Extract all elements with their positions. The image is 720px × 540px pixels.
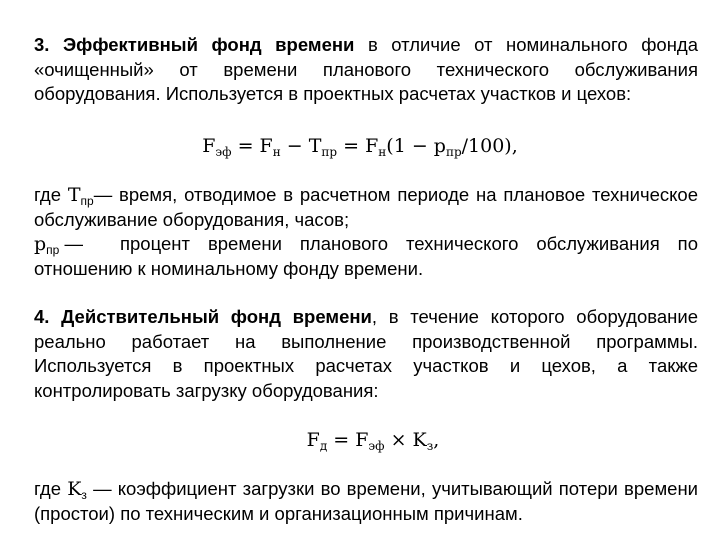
formula1-term3: F [365,135,379,157]
formula1-lhs: F [202,135,216,157]
where2-dash: — [59,233,83,254]
where2-text-line2: отношению к номинальному фонду времени. [34,257,424,279]
formula2-term1: F [355,429,369,451]
formula1-lhs-sub: эф [215,145,232,159]
where3-text: — коэффициент загрузки во времени, учитывающий потери времени (простои) по техническим и организационным причинам. [34,478,698,524]
where2-symbol-sub: пр [46,243,60,257]
definition-p-pr [34,232,698,281]
section-4-number: 4. [34,306,50,327]
formula2-times: × [384,429,413,451]
formula1-eq1: = [231,135,260,157]
definition-p-pr-term [34,232,120,257]
section-4-paragraph [34,305,698,403]
section-3-number: 3. [34,34,50,55]
where2-text-line1: процент времени планового технического обслуживания по [120,233,698,254]
where3-symbol-sub: з [81,488,87,502]
where3-symbol: K [67,478,82,500]
formula1-term2-sub: пр [321,145,338,159]
definition-t-pr [34,183,698,232]
definition-k-z [34,477,698,526]
formula2-term2-sub: з [426,439,434,453]
section-3-title: Эффективный фонд времени [62,34,355,55]
formula1-term1-sub: н [272,145,281,159]
formula1-term3-sub: н [378,145,387,159]
where3-prefix: где [34,478,68,499]
formula2-term1-sub: эф [368,439,385,453]
where1-text: — время, отводимое в расчетном периоде на плановое техническое обслуживание оборудования, часов; [34,184,698,230]
formula1-term2: T [308,135,322,157]
formula2-tail: , [433,429,440,451]
section-3-text: в отличие от номинального фонда «очищенный» от времени планового технического обслуживания оборудования. Используется в проектных расчетах участков и цехов: [34,34,698,104]
section-3-paragraph [34,33,698,107]
definition-p-pr-row [34,232,698,257]
formula-actual-fund [0,428,720,452]
formula1-paren-open: (1 − p [386,135,446,157]
formula1-minus: − [280,135,309,157]
formula2-eq: = [327,429,356,451]
section-4-title: Действительный фонд времени [61,306,372,327]
where2-symbol: p [34,233,47,255]
formula2-term2: K [412,429,427,451]
where1-symbol-sub: пр [80,194,94,208]
formula1-term1: F [259,135,273,157]
formula1-paren-close: /100), [461,135,518,157]
formula2-lhs-sub: д [319,439,328,453]
formula1-p-sub: пр [445,145,462,159]
section-4-text: , в течение которого оборудование реально работает на выполнение производственной программы. Используется в проектных расчетах участков и цехов, а также контролировать загрузку оборудования: [34,306,699,401]
formula1-eq2: = [337,135,366,157]
formula2-lhs: F [306,429,320,451]
formula-effective-fund [0,134,720,158]
where1-symbol: T [67,184,81,206]
where1-prefix: где [34,184,68,205]
